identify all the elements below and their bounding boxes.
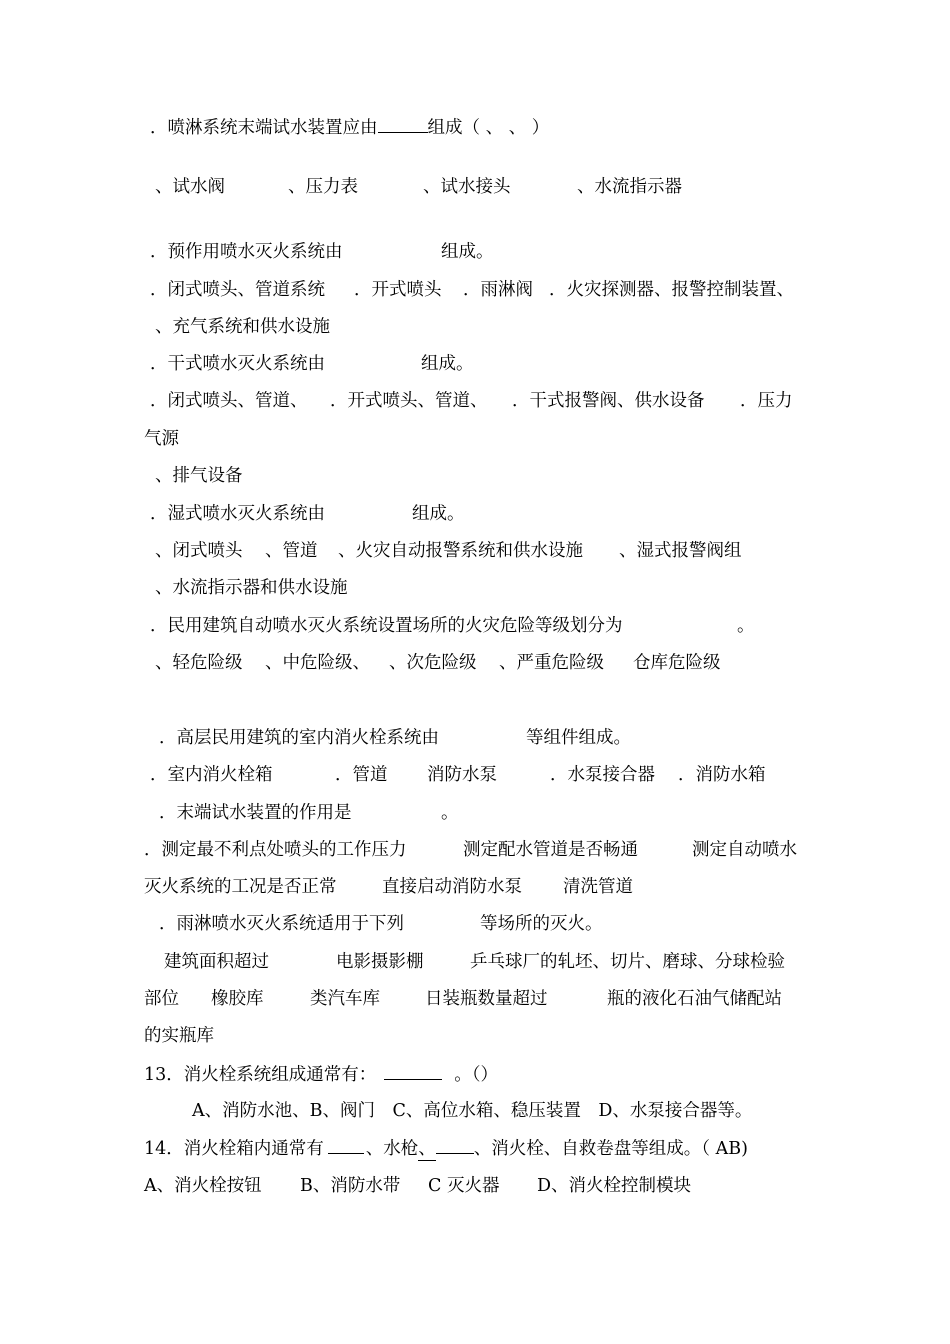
question-14-stem: 14．消火栓箱内通常有 、水枪、 、消火栓、自救卷盘等组成。（ AB): [144, 1139, 748, 1159]
question-4-option-d: 、湿式报警阀组: [619, 541, 742, 561]
answer-blank: [436, 1137, 474, 1154]
question-2-option-a: ．闭式喷头、管道系统: [150, 280, 325, 300]
question-6-option-b: ．管道: [335, 765, 388, 785]
question-3-option-e: 、排气设备: [155, 466, 243, 486]
question-5-option-c: 、次危险级: [389, 653, 477, 673]
question-8-option-d: 橡胶库: [211, 989, 264, 1009]
question-14-option-a: A、消火栓按钮: [144, 1176, 262, 1196]
question-14-option-b: B、消防水带: [300, 1176, 401, 1196]
question-3-option-d: ．压力: [740, 391, 793, 411]
question-8-option-c-cont: 部位: [144, 989, 179, 1009]
question-1-option-d: 、水流指示器: [577, 177, 682, 197]
question-5-option-a: 、轻危险级: [155, 653, 243, 673]
question-2-stem-part-2: 组成。: [441, 242, 494, 262]
question-4-option-b: 、管道: [265, 541, 318, 561]
question-6-option-c: 消防水泵: [427, 765, 497, 785]
question-5-option-e: 仓库危险级: [633, 653, 721, 673]
question-7-option-a: ．测定最不利点处喷头的工作压力: [144, 840, 407, 860]
question-4-stem-part-2: 组成。: [412, 504, 465, 524]
question-7-option-b: 测定配水管道是否畅通: [463, 840, 638, 860]
question-1-option-a: 、试水阀: [155, 177, 225, 197]
answer-blank: [384, 1063, 442, 1080]
question-4-stem-part-1: ．湿式喷水灭火系统由: [150, 504, 325, 524]
question-3-option-c: ．干式报警阀、供水设备: [512, 391, 705, 411]
question-1-option-b: 、压力表: [288, 177, 358, 197]
question-3-option-a: ．闭式喷头、管道、: [150, 391, 308, 411]
question-8-option-c: 乒乓球厂的轧坯、切片、磨球、分球检验: [470, 952, 785, 972]
question-3-option-d-cont: 气源: [144, 429, 179, 449]
question-3-stem-part-1: ．干式喷水灭火系统由: [150, 354, 325, 374]
question-8-option-e: 类汽车库: [310, 989, 380, 1009]
question-7-option-e: 清洗管道: [563, 877, 633, 897]
question-4-option-e: 、水流指示器和供水设施: [155, 578, 348, 598]
question-7-option-d: 直接启动消防水泵: [382, 877, 522, 897]
question-7-stem-part-2: 。: [441, 803, 459, 823]
question-3-option-b: ．开式喷头、管道、: [330, 391, 488, 411]
question-6-option-e: ．消防水箱: [678, 765, 766, 785]
question-6-stem-part-2: 等组件组成。: [526, 728, 631, 748]
question-6-stem-part-1: ．高层民用建筑的室内消火栓系统由: [159, 728, 439, 748]
question-4-option-a: 、闭式喷头: [155, 541, 243, 561]
answer-blank: [328, 1137, 364, 1154]
question-4-option-c: 、火灾自动报警系统和供水设施: [338, 541, 583, 561]
question-2-option-b: ．开式喷头: [354, 280, 442, 300]
question-3-stem-part-2: 组成。: [421, 354, 474, 374]
question-2-option-c: ．雨淋阀: [463, 280, 533, 300]
question-8-option-a: 建筑面积超过: [164, 952, 269, 972]
question-7-option-c-cont: 灭火系统的工况是否正常: [144, 877, 337, 897]
question-13-stem: 13．消火栓系统组成通常有： 。（）: [144, 1065, 499, 1085]
question-2-stem-part-1: ．预作用喷水灭火系统由: [150, 242, 343, 262]
question-8-option-f-cont: 的实瓶库: [144, 1026, 214, 1046]
question-14-option-c: C 灭火器: [428, 1176, 500, 1196]
question-1-option-c: 、试水接头: [423, 177, 511, 197]
question-8-stem-part-1: ．雨淋喷水灭火系统适用于下列: [159, 914, 404, 934]
question-7-option-c: 测定自动喷水: [692, 840, 797, 860]
question-6-option-a: ．室内消火栓箱: [150, 765, 273, 785]
question-1-stem: ．喷淋系统末端试水装置应由 组成（ 、 、 ）: [150, 118, 550, 138]
question-2-option-d-cont: 、充气系统和供水设施: [155, 317, 330, 337]
question-7-stem-part-1: ．末端试水装置的作用是: [159, 803, 352, 823]
question-5-option-b: 、中危险级、: [265, 653, 370, 673]
question-8-option-f: 日装瓶数量超过: [425, 989, 548, 1009]
question-5-stem-part-1: ．民用建筑自动喷水灭火系统设置场所的火灾危险等级划分为: [150, 616, 623, 636]
question-6-option-d: ．水泵接合器: [550, 765, 655, 785]
question-5-option-d: 、严重危险级: [499, 653, 604, 673]
question-8-option-b: 电影摄影棚: [336, 952, 424, 972]
question-8-stem-part-2: 等场所的灭火。: [480, 914, 603, 934]
question-2-option-d: ．火灾探测器、报警控制装置、: [549, 280, 794, 300]
question-5-stem-part-2: 。: [737, 616, 755, 636]
answer-blank: [378, 116, 428, 133]
question-8-option-f-part-2: 瓶的液化石油气储配站: [607, 989, 782, 1009]
question-13-options: A、消防水池、B、阀门 C、高位水箱、稳压装置 D、水泵接合器等。: [192, 1101, 753, 1121]
question-14-option-d: D、消火栓控制模块: [537, 1176, 692, 1196]
